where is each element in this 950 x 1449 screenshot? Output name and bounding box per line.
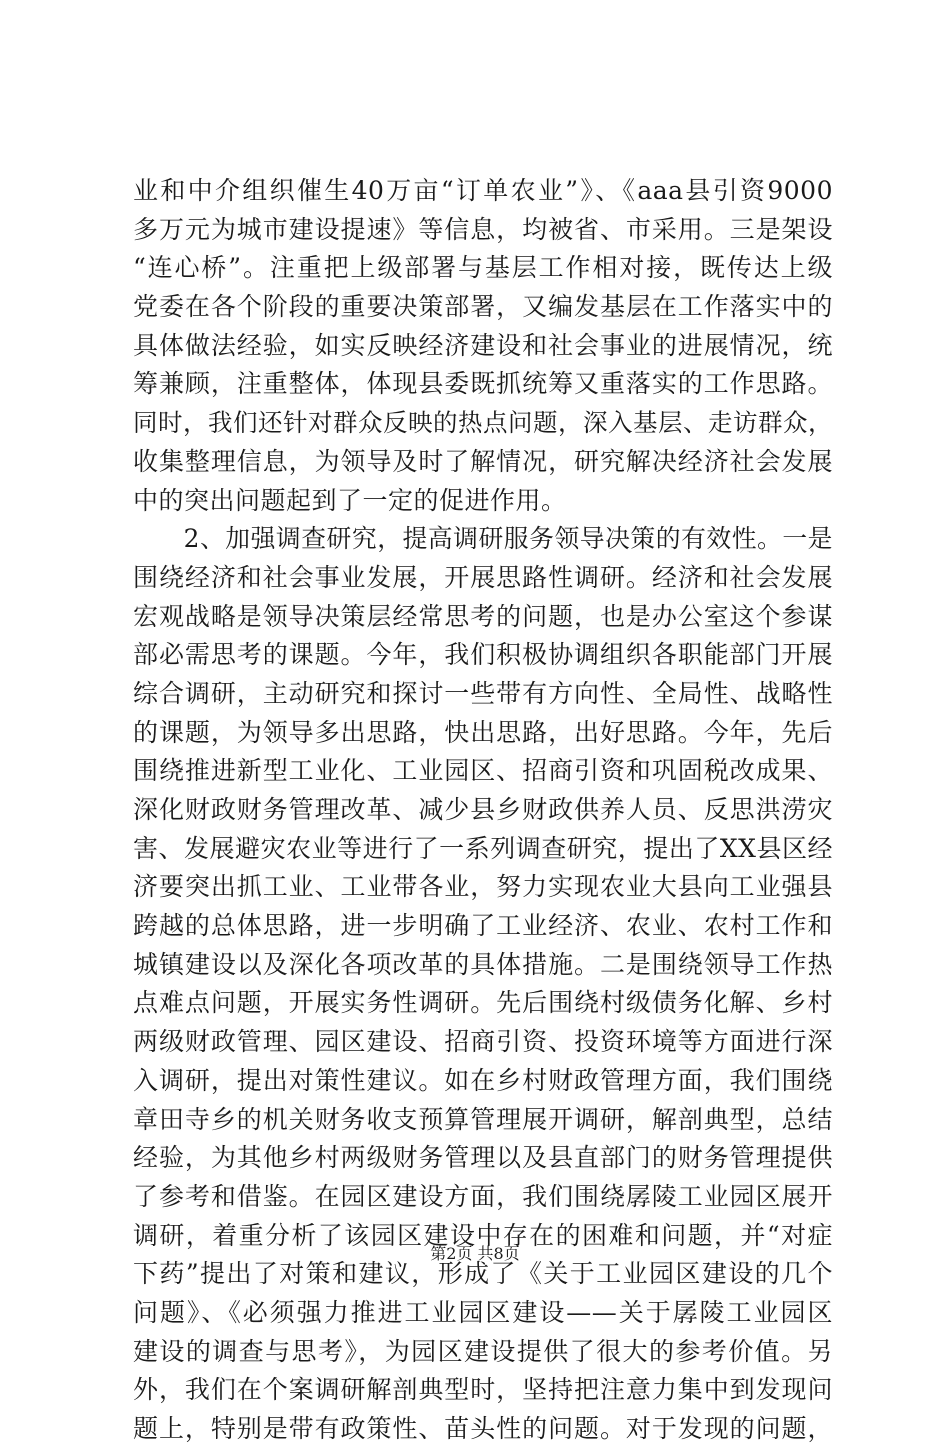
text-line: 济要突出抓工业、工业带各业，努力实现农业大县向工业强县: [133, 872, 833, 902]
text-line: 筹兼顾，注重整体，体现县委既抓统筹又重落实的工作思路。: [133, 369, 833, 399]
text-line: 党委在各个阶段的重要决策部署，又编发基层在工作落实中的: [133, 292, 833, 322]
text-line: 建设的调查与思考》，为园区建设提供了很大的参考价值。另: [133, 1336, 833, 1366]
text-line: 围绕经济和社会事业发展，开展思路性调研。经济和社会发展: [133, 562, 833, 592]
text-line: 问题》、《必须强力推进工业园区建设——关于孱陵工业园区: [133, 1297, 833, 1327]
text-line: 的课题，为领导多出思路，快出思路，出好思路。今年，先后: [133, 717, 833, 747]
text-line: 部必需思考的课题。今年，我们积极协调组织各职能部门开展: [133, 640, 833, 670]
text-line: 害、发展避灾农业等进行了一系列调查研究，提出了XX县区经: [133, 833, 833, 863]
text-line: 同时，我们还针对群众反映的热点问题，深入基层、走访群众，: [133, 408, 833, 438]
text-line: 经验，为其他乡村两级财务管理以及县直部门的财务管理提供: [133, 1143, 833, 1173]
text-line: “连心桥”。注重把上级部署与基层工作相对接，既传达上级: [133, 253, 833, 283]
text-line: 跨越的总体思路，进一步明确了工业经济、农业、农村工作和: [133, 911, 833, 941]
text-line: 宏观战略是领导决策层经常思考的问题，也是办公室这个参谋: [133, 601, 833, 631]
text-line: 收集整理信息，为领导及时了解情况，研究解决经济社会发展: [133, 446, 833, 476]
text-line: 两级财政管理、园区建设、招商引资、投资环境等方面进行深: [133, 1027, 833, 1057]
text-line: 深化财政财务管理改革、减少县乡财政供养人员、反思洪涝灾: [133, 795, 833, 824]
text-line: 中的突出问题起到了一定的促进作用。: [133, 485, 567, 515]
text-line: 综合调研，主动研究和探讨一些带有方向性、全局性、战略性: [133, 678, 833, 708]
text-line: 城镇建设以及深化各项改革的具体措施。二是围绕领导工作热: [133, 949, 833, 979]
text-line: 2、加强调查研究，提高调研服务领导决策的有效性。一是: [133, 524, 833, 554]
text-line: 业和中介组织催生40万亩“订单农业”》、《aaa县引资9000: [133, 176, 833, 205]
page-number: 第2页 共8页: [430, 1244, 520, 1263]
text-line: 下药”提出了对策和建议，形成了《关于工业园区建设的几个: [133, 1259, 833, 1289]
text-line: 题上，特别是带有政策性、苗头性的问题。对于发现的问题，: [133, 1414, 833, 1443]
text-line: 了参考和借鉴。在园区建设方面，我们围绕孱陵工业园区展开: [133, 1181, 833, 1211]
text-line: 点难点问题，开展实务性调研。先后围绕村级债务化解、乡村: [133, 988, 833, 1018]
text-line: 章田寺乡的机关财务收支预算管理展开调研，解剖典型，总结: [133, 1104, 833, 1134]
text-line: 外，我们在个案调研解剖典型时，坚持把注意力集中到发现问: [133, 1375, 833, 1405]
text-line: 具体做法经验，如实反映经济建设和社会事业的进展情况，统: [133, 330, 833, 360]
text-line: 调研，着重分析了该园区建设中存在的困难和问题，并“对症: [133, 1220, 833, 1250]
page-footer: [0, 1244, 950, 1264]
text-line: 多万元为城市建设提速》等信息，均被省、市采用。三是架设: [133, 214, 833, 244]
text-line: 围绕推进新型工业化、工业园区、招商引资和巩固税改成果、: [133, 756, 833, 786]
text-line: 入调研，提出对策性建议。如在乡村财政管理方面，我们围绕: [133, 1065, 833, 1095]
